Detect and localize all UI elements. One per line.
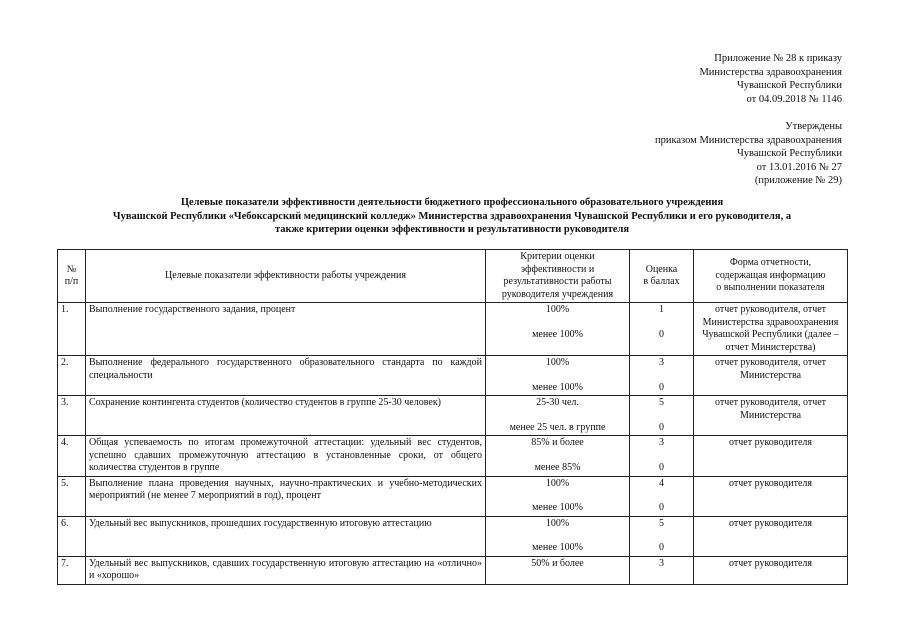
title-line: Целевые показатели эффективности деятельности бюджетного профессионального образовательного учреждения [180, 197, 724, 208]
row-indicator: Выполнение федерального государственного образовательного стандарта по каждой специальности [86, 356, 486, 396]
header-score: Оценка в баллах [630, 250, 694, 303]
row-criteria: 100% менее 100% [486, 303, 630, 356]
table-row [58, 556, 848, 584]
table-row [58, 436, 848, 477]
row-indicator: Выполнение плана проведения научных, научно-практических и учебно-методических мероприятий (не менее 7 мероприятий в год), процент [86, 476, 486, 516]
table-row [58, 303, 848, 356]
row-score: 3 0 [630, 436, 694, 477]
appendix-block [699, 52, 842, 106]
row-report-form: отчет руководителя, отчет Министерства [694, 356, 848, 396]
row-num: 6. [58, 516, 86, 556]
row-criteria: 100% менее 100% [486, 476, 630, 516]
table-header-row [58, 250, 848, 303]
row-indicator: Удельный вес выпускников, сдавших государственную итоговую аттестацию на «отлично» и «хорошо» [86, 556, 486, 584]
row-num: 2. [58, 356, 86, 396]
row-score: 5 0 [630, 396, 694, 436]
row-report-form: отчет руководителя, отчет Министерства здравоохранения Чувашской Республики (далее – отчет Министерства) [694, 303, 848, 356]
appendix-line: от 04.09.2018 № 1146 [746, 93, 842, 105]
approval-line: приказом Министерства здравоохранения [654, 134, 842, 146]
document-title [60, 196, 844, 237]
approval-line: Чувашской Республики [736, 148, 842, 159]
approval-block [655, 120, 842, 188]
row-report-form: отчет руководителя [694, 516, 848, 556]
row-num: 5. [58, 476, 86, 516]
row-report-form: отчет руководителя [694, 556, 848, 584]
row-score: 3 0 [630, 356, 694, 396]
row-score: 5 0 [630, 516, 694, 556]
table-row [58, 476, 848, 516]
appendix-line: Приложение № 28 к приказу [714, 53, 842, 64]
row-score: 3 [630, 556, 694, 584]
row-indicator: Выполнение государственного задания, процент [86, 303, 486, 356]
row-indicator: Удельный вес выпускников, прошедших государственную итоговую аттестацию [86, 516, 486, 556]
header-num: № п/п [58, 250, 86, 303]
table-row [58, 516, 848, 556]
header-form: Форма отчетности, содержащая информацию о выполнении показателя [694, 250, 848, 303]
row-criteria: 85% и более менее 85% [486, 436, 630, 477]
appendix-line: Чувашской Республики [736, 80, 842, 91]
approval-line: от 13.01.2016 № 27 [756, 161, 842, 173]
row-criteria: 100% менее 100% [486, 516, 630, 556]
row-indicator: Сохранение контингента студентов (количество студентов в группе 25-30 человек) [86, 396, 486, 436]
row-criteria: 50% и более [486, 556, 630, 584]
indicators-table [57, 249, 848, 585]
table-row [58, 356, 848, 396]
row-num: 7. [58, 556, 86, 584]
row-indicator: Общая успеваемость по итогам промежуточной аттестации: удельный вес студентов, успешно сдавших промежуточную аттестацию в установленные сроки, от общего количества студентов в группе [86, 436, 486, 477]
row-criteria: 100% менее 100% [486, 356, 630, 396]
row-report-form: отчет руководителя, отчет Министерства [694, 396, 848, 436]
table-row [58, 396, 848, 436]
row-report-form: отчет руководителя [694, 436, 848, 477]
row-report-form: отчет руководителя [694, 476, 848, 516]
approval-line: Утверждены [785, 121, 842, 132]
header-indicator: Целевые показатели эффективности работы учреждения [86, 250, 486, 303]
row-num: 3. [58, 396, 86, 436]
title-line: также критерии оценки эффективности и результативности руководителя [274, 224, 630, 235]
title-line: Чувашской Республики «Чебоксарский медицинский колледж» Министерства здравоохранения Чувашской Республики и его руководителя, а [112, 210, 792, 222]
approval-line: (приложение № 29) [754, 175, 842, 186]
row-criteria: 25-30 чел. менее 25 чел. в группе [486, 396, 630, 436]
row-score: 4 0 [630, 476, 694, 516]
row-score: 1 0 [630, 303, 694, 356]
row-num: 1. [58, 303, 86, 356]
header-criteria: Критерии оценки эффективности и результативности работы руководителя учреждения [486, 250, 630, 303]
row-num: 4. [58, 436, 86, 477]
appendix-line: Министерства здравоохранения [699, 66, 842, 78]
